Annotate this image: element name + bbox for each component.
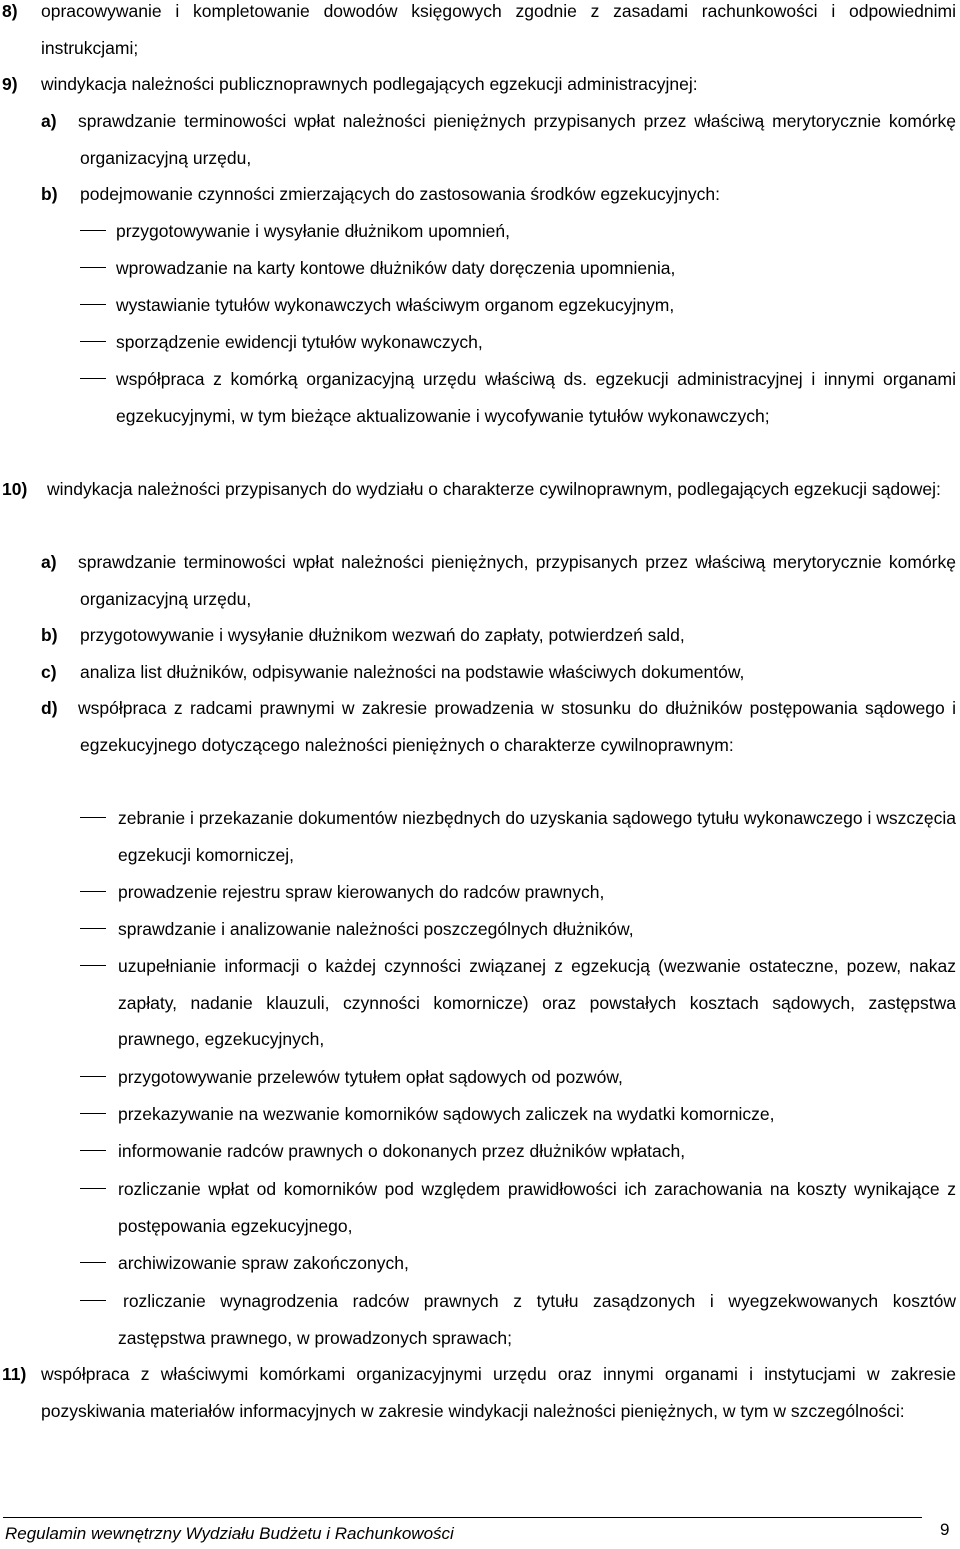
- item-letter: b): [41, 625, 58, 645]
- item-letter: b): [41, 184, 58, 204]
- item-text: uzupełnianie informacji o każdej czynności związanej z egzekucją (wezwanie ostateczne, pozew, nakaz zapłaty, nadanie klauzuli, czynności komornicze) oraz powstałych kosztach sądowych, zastępstwa prawnego, egzekucyjnych,: [118, 956, 956, 1050]
- item-text: przygotowywanie i wysyłanie dłużnikom upomnień,: [116, 221, 510, 241]
- dash-bullet: [80, 1113, 106, 1114]
- dash-item: [0, 948, 956, 1058]
- item-text: archiwizowanie spraw zakończonych,: [118, 1253, 409, 1273]
- dash-bullet: [80, 378, 106, 379]
- item-text: przygotowywanie przelewów tytułem opłat sądowych od pozwów,: [118, 1067, 623, 1087]
- page-number: 9: [940, 1520, 950, 1539]
- footer-divider: [3, 1517, 922, 1518]
- dash-bullet: [80, 1262, 106, 1263]
- item-letter: a): [41, 111, 57, 131]
- dash-bullet: [80, 230, 106, 231]
- item-number: 9): [2, 74, 18, 94]
- list-item-8: [0, 0, 956, 66]
- item-text: prowadzenie rejestru spraw kierowanych do radców prawnych,: [118, 882, 605, 902]
- item-text: sporządzenie ewidencji tytułów wykonawczych,: [116, 332, 483, 352]
- item-text: podejmowanie czynności zmierzających do zastosowania środków egzekucyjnych:: [80, 184, 721, 204]
- dash-item: [0, 1283, 956, 1356]
- item-text: informowanie radców prawnych o dokonanych przez dłużników wpłatach,: [118, 1141, 686, 1161]
- item-letter: a): [41, 552, 57, 572]
- item-text: analiza list dłużników, odpisywanie należności na podstawie właściwych dokumentów,: [80, 662, 745, 682]
- footer-title: Regulamin wewnętrzny Wydziału Budżetu i Rachunkowości: [5, 1524, 454, 1543]
- item-text: rozliczanie wynagrodzenia radców prawnych z tytułu zasądzonych i wyegzekwowanych kosztów zastępstwa prawnego, w prowadzonych sprawach;: [118, 1291, 956, 1348]
- list-item-9: [0, 66, 956, 103]
- list-item-10c: [0, 654, 956, 691]
- list-item-9b: [0, 176, 956, 213]
- item-text: wystawianie tytułów wykonawczych właściwym organom egzekucyjnym,: [116, 295, 675, 315]
- dash-item: [0, 1245, 956, 1282]
- item-number: 11): [2, 1364, 27, 1384]
- item-text: sprawdzanie terminowości wpłat należności pieniężnych, przypisanych przez właściwą merytorycznie komórkę organizacyjną urzędu,: [78, 552, 956, 609]
- list-item-11: [0, 1356, 956, 1429]
- dash-item: [0, 1059, 956, 1096]
- dash-bullet: [80, 304, 106, 305]
- item-text: współpraca z komórką organizacyjną urzędu właściwą ds. egzekucji administracyjnej i innymi organami egzekucyjnymi, w tym bieżące aktualizowanie i wycofywanie tytułów wykonawczych;: [116, 369, 956, 426]
- dash-bullet: [80, 891, 106, 892]
- item-letter: c): [41, 662, 57, 682]
- dash-item: [0, 911, 956, 948]
- list-item-9a: [0, 103, 956, 176]
- dash-item: [0, 1133, 956, 1170]
- dash-bullet: [80, 1188, 106, 1189]
- item-text: przekazywanie na wezwanie komorników sądowych zaliczek na wydatki komornicze,: [118, 1104, 775, 1124]
- dash-item: [0, 213, 956, 250]
- dash-item: [0, 324, 956, 361]
- dash-item: [0, 1096, 956, 1133]
- item-text: sprawdzanie i analizowanie należności poszczególnych dłużników,: [118, 919, 634, 939]
- dash-item: [0, 361, 956, 434]
- dash-bullet: [80, 965, 106, 966]
- item-number: 10): [2, 479, 28, 499]
- list-item-10a: [0, 544, 956, 617]
- item-text: zebranie i przekazanie dokumentów niezbędnych do uzyskania sądowego tytułu wykonawczego i wszczęcia egzekucji komorniczej,: [118, 808, 956, 865]
- item-text: współpraca z radcami prawnymi w zakresie prowadzenia w stosunku do dłużników postępowania sądowego i egzekucyjnego dotyczącego należności pieniężnych o charakterze cywilnoprawnym:: [78, 698, 956, 755]
- list-item-10d: [0, 690, 956, 763]
- item-number: 8): [2, 1, 18, 21]
- dash-bullet: [80, 1150, 106, 1151]
- list-item-10: [0, 471, 956, 508]
- dash-item: [0, 874, 956, 911]
- dash-bullet: [80, 267, 106, 268]
- dash-item: [0, 1171, 956, 1244]
- dash-bullet: [80, 817, 106, 818]
- item-text: przygotowywanie i wysyłanie dłużnikom wezwań do zapłaty, potwierdzeń sald,: [80, 625, 685, 645]
- dash-bullet: [80, 341, 106, 342]
- item-letter: d): [41, 698, 58, 718]
- dash-bullet: [80, 1076, 106, 1077]
- list-item-10b: [0, 617, 956, 654]
- item-text: opracowywanie i kompletowanie dowodów księgowych zgodnie z zasadami rachunkowości i odpowiednimi instrukcjami;: [41, 1, 956, 58]
- dash-item: [0, 800, 956, 873]
- item-text: windykacja należności publicznoprawnych podlegających egzekucji administracyjnej:: [41, 74, 698, 94]
- item-text: sprawdzanie terminowości wpłat należności pieniężnych przypisanych przez właściwą merytorycznie komórkę organizacyjną urzędu,: [78, 111, 956, 168]
- item-text: współpraca z właściwymi komórkami organizacyjnymi urzędu oraz innymi organami i instytucjami w zakresie pozyskiwania materiałów informacyjnych w zakresie windykacji należności pieniężnych, w tym w szczególności:: [41, 1364, 956, 1421]
- item-text: rozliczanie wpłat od komorników pod względem prawidłowości ich zarachowania na koszty wynikające z postępowania egzekucyjnego,: [118, 1179, 956, 1236]
- dash-bullet: [80, 1300, 106, 1301]
- dash-bullet: [80, 928, 106, 929]
- dash-item: [0, 250, 956, 287]
- dash-item: [0, 287, 956, 324]
- item-text: wprowadzanie na karty kontowe dłużników daty doręczenia upomnienia,: [116, 258, 676, 278]
- item-text: windykacja należności przypisanych do wydziału o charakterze cywilnoprawnym, podlegających egzekucji sądowej:: [47, 479, 941, 499]
